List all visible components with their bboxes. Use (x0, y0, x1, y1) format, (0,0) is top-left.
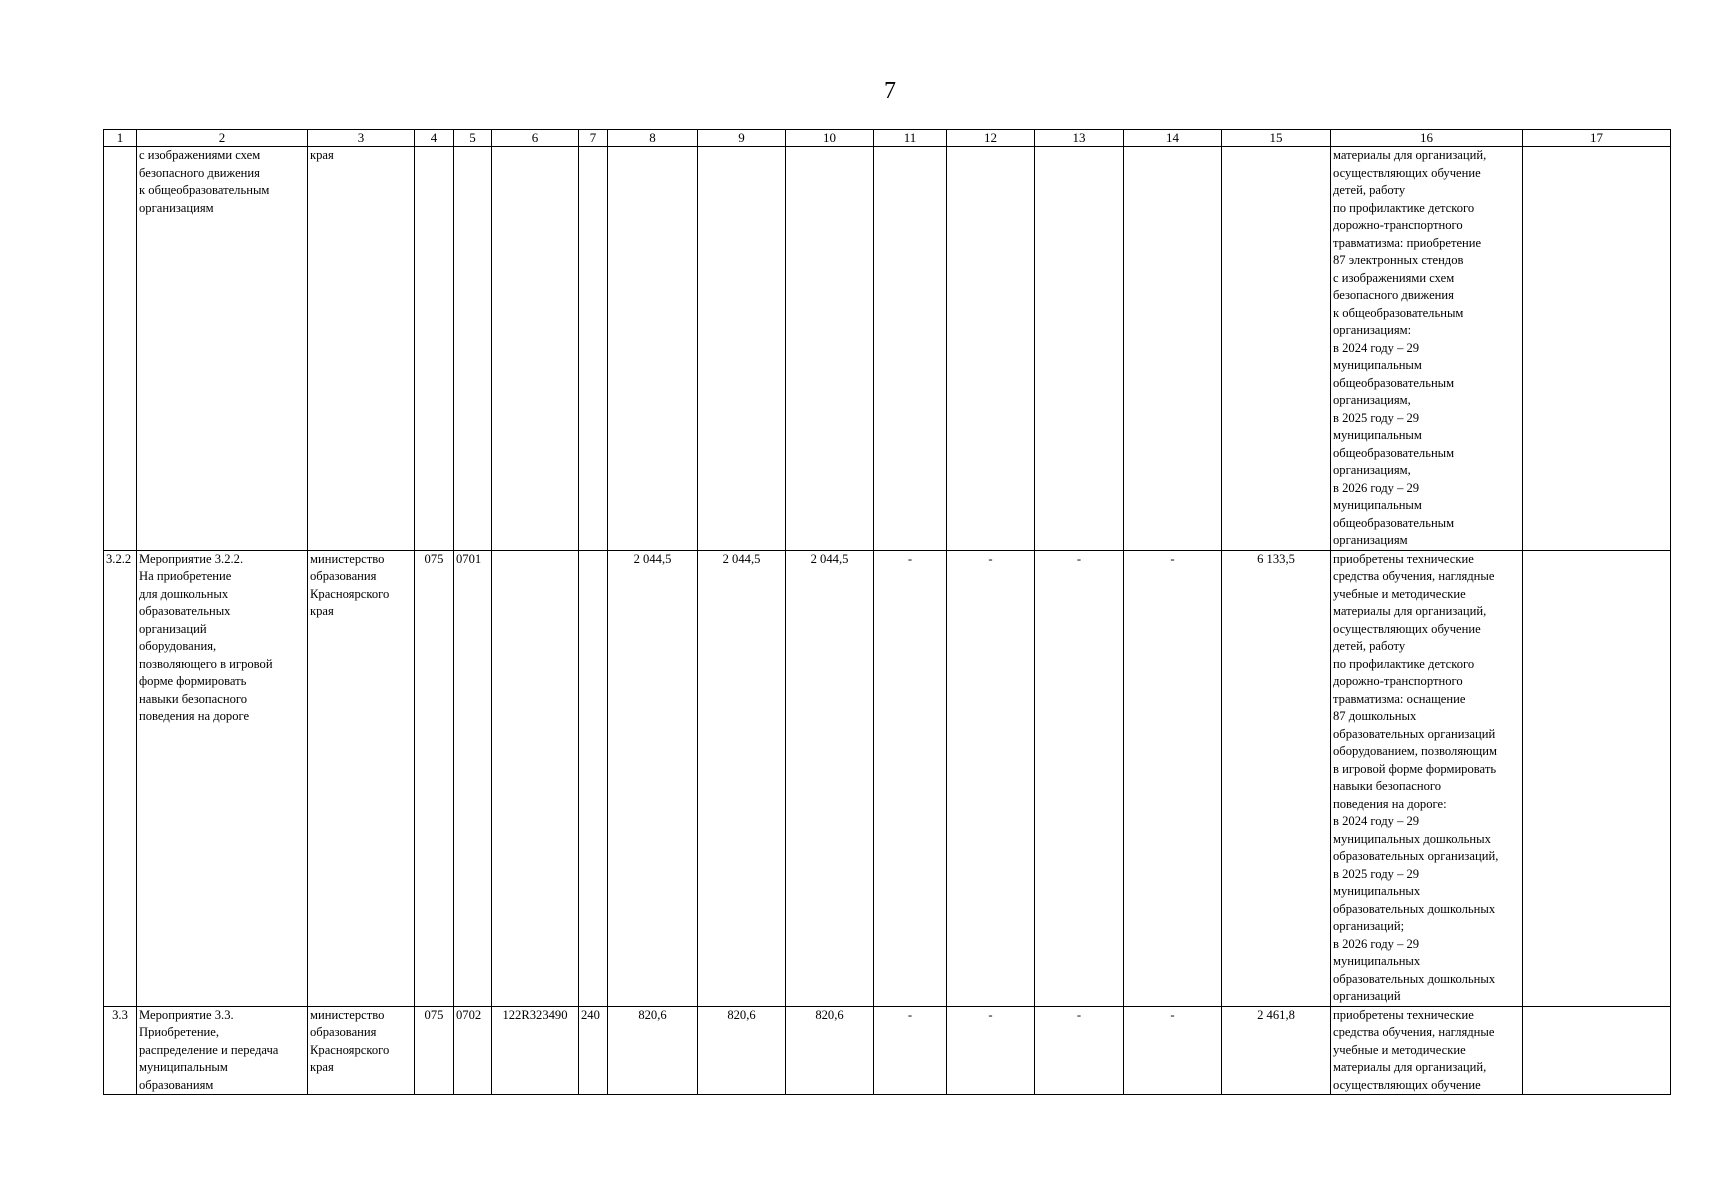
responsible-executor: министерство образования Красноярского края (308, 1006, 415, 1095)
cell-value (454, 147, 492, 551)
cell-value (1523, 147, 1671, 551)
cell-value: 820,6 (698, 1006, 786, 1095)
column-number: 15 (1222, 130, 1331, 147)
cell-value: 0702 (454, 1006, 492, 1095)
table-row (104, 147, 1671, 551)
column-number: 5 (454, 130, 492, 147)
column-number: 6 (492, 130, 579, 147)
activity-name: с изображениями схем безопасного движения к общеобразовательным организациям (137, 147, 308, 551)
cell-value (698, 147, 786, 551)
item-number (104, 147, 137, 551)
expected-result: приобретены технические средства обучения, наглядные учебные и методические материалы для организаций, осуществляющих обучение детей, работу по профилактике детского дорожно-транспортного травматизма: оснащение 87 дошкольных образовательных организаций оборудованием, позволяющим в игровой форме формировать навыки безопасного поведения на дороге: в 2024 году – 29 муниципальных дошкольных образовательных организаций, в 2025 году – 29 муниципальных образовательных дошкольных организаций; в 2026 году – 29 муниципальных образовательных дошкольных организаций (1331, 550, 1523, 1006)
cell-value (1124, 147, 1222, 551)
cell-value (579, 550, 608, 1006)
cell-value: - (1035, 1006, 1124, 1095)
cell-value: - (1124, 1006, 1222, 1095)
cell-value: - (1035, 550, 1124, 1006)
column-number: 11 (874, 130, 947, 147)
cell-value: - (874, 1006, 947, 1095)
cell-value: - (874, 550, 947, 1006)
column-number: 4 (415, 130, 454, 147)
cell-value (492, 147, 579, 551)
column-number: 17 (1523, 130, 1671, 147)
cell-value: 075 (415, 1006, 454, 1095)
activity-name: Мероприятие 3.2.2. На приобретение для дошкольных образовательных организаций оборудования, позволяющего в игровой форме формировать навыки безопасного поведения на дороге (137, 550, 308, 1006)
responsible-executor: министерство образования Красноярского края (308, 550, 415, 1006)
cell-value (1523, 1006, 1671, 1095)
column-number: 12 (947, 130, 1035, 147)
cell-value: 820,6 (608, 1006, 698, 1095)
cell-value (579, 147, 608, 551)
column-number: 13 (1035, 130, 1124, 147)
cell-value (874, 147, 947, 551)
cell-value: 122R323490 (492, 1006, 579, 1095)
cell-value (608, 147, 698, 551)
item-number: 3.3 (104, 1006, 137, 1095)
cell-value: 6 133,5 (1222, 550, 1331, 1006)
expected-result: материалы для организаций, осуществляющих обучение детей, работу по профилактике детского дорожно-транспортного травматизма: приобретение 87 электронных стендов с изображениями схем безопасного движения к общеобразовательным организациям: в 2024 году – 29 муниципальным общеобразовательным организациям, в 2025 году – 29 муниципальным общеобразовательным организациям, в 2026 году – 29 муниципальным общеобразовательным организациям (1331, 147, 1523, 551)
cell-value (1523, 550, 1671, 1006)
cell-value (415, 147, 454, 551)
page-number: 7 (884, 78, 896, 104)
column-number: 3 (308, 130, 415, 147)
cell-value: - (1124, 550, 1222, 1006)
cell-value: 2 044,5 (786, 550, 874, 1006)
cell-value (1035, 147, 1124, 551)
table-row (104, 1006, 1671, 1095)
cell-value (1222, 147, 1331, 551)
cell-value: 240 (579, 1006, 608, 1095)
cell-value (492, 550, 579, 1006)
column-number: 1 (104, 130, 137, 147)
column-number: 14 (1124, 130, 1222, 147)
cell-value: - (947, 550, 1035, 1006)
column-number: 8 (608, 130, 698, 147)
cell-value (947, 147, 1035, 551)
responsible-executor: края (308, 147, 415, 551)
table-row (104, 550, 1671, 1006)
cell-value: 2 461,8 (1222, 1006, 1331, 1095)
column-number-row (104, 130, 1671, 147)
column-number: 9 (698, 130, 786, 147)
cell-value: 2 044,5 (698, 550, 786, 1006)
column-number: 7 (579, 130, 608, 147)
cell-value (786, 147, 874, 551)
expected-result: приобретены технические средства обучения, наглядные учебные и методические материалы для организаций, осуществляющих обучение (1331, 1006, 1523, 1095)
cell-value: - (947, 1006, 1035, 1095)
column-number: 10 (786, 130, 874, 147)
cell-value: 2 044,5 (608, 550, 698, 1006)
cell-value: 0701 (454, 550, 492, 1006)
program-activities-table (103, 129, 1671, 1095)
activity-name: Мероприятие 3.3. Приобретение, распределение и передача муниципальным образованиям (137, 1006, 308, 1095)
cell-value: 820,6 (786, 1006, 874, 1095)
column-number: 2 (137, 130, 308, 147)
column-number: 16 (1331, 130, 1523, 147)
cell-value: 075 (415, 550, 454, 1006)
item-number: 3.2.2 (104, 550, 137, 1006)
